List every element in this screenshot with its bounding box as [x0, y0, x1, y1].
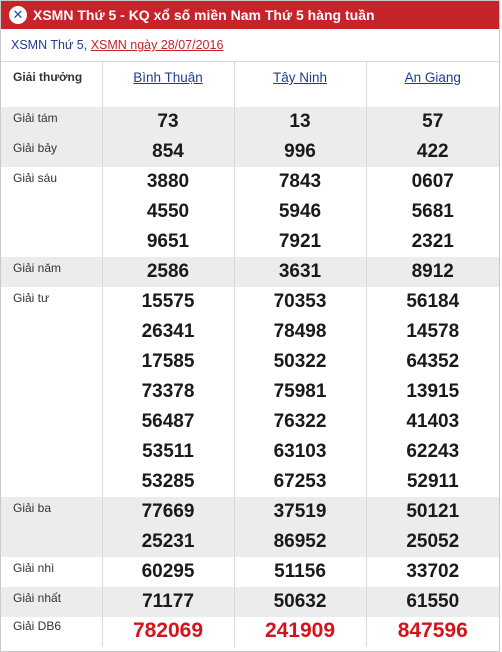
page-title: XSMN Thứ 5 - KQ xổ số miền Nam Thứ 5 hàng tuần — [33, 7, 375, 23]
result-number: 25052 — [406, 531, 460, 552]
breadcrumb-prefix: XSMN Thứ 5, — [11, 38, 91, 52]
results-table — [1, 62, 499, 647]
result-number: 25231 — [141, 531, 195, 552]
result-number: 63103 — [273, 441, 327, 462]
special-prize-number: 241909 — [264, 619, 336, 642]
table-row — [1, 167, 499, 257]
result-cell — [234, 257, 366, 287]
result-number: 4550 — [146, 201, 190, 222]
special-prize-number: 847596 — [397, 619, 468, 642]
result-number: 61550 — [406, 591, 460, 612]
result-number: 53285 — [141, 471, 195, 492]
result-cell — [366, 257, 499, 287]
result-number: 78498 — [273, 321, 327, 342]
result-number: 5681 — [411, 201, 454, 222]
result-number: 7843 — [278, 171, 322, 192]
result-number: 26341 — [141, 321, 195, 342]
logo-glyph: ✕ — [12, 7, 24, 23]
prize-label: Giải DB6 — [1, 617, 102, 647]
result-number: 37519 — [273, 501, 327, 522]
result-number: 76322 — [273, 411, 327, 432]
result-cell — [234, 167, 366, 257]
prize-label: Giải sáu — [1, 167, 102, 257]
result-number: 17585 — [141, 351, 195, 372]
table-row — [1, 257, 499, 287]
result-number: 75981 — [273, 381, 327, 402]
result-number: 86952 — [273, 531, 327, 552]
result-number: 50632 — [273, 591, 327, 612]
result-number: 77669 — [141, 501, 195, 522]
prize-label: Giải tám — [1, 107, 102, 137]
province-header — [102, 62, 234, 107]
result-number: 33702 — [406, 561, 460, 582]
result-cell — [366, 557, 499, 587]
result-number: 8912 — [411, 261, 454, 282]
table-row — [1, 137, 499, 167]
province-header — [366, 62, 499, 107]
prize-label: Giải ba — [1, 497, 102, 557]
result-number: 14578 — [406, 321, 460, 342]
result-number: 3880 — [146, 171, 190, 192]
result-cell — [102, 287, 234, 497]
table-row — [1, 497, 499, 557]
result-cell — [234, 287, 366, 497]
province-link-binh-thuan[interactable]: Bình Thuận — [133, 70, 203, 85]
result-cell — [366, 137, 499, 167]
province-link-an-giang[interactable]: An Giang — [404, 70, 461, 85]
result-number: 62243 — [406, 441, 460, 462]
result-cell — [366, 587, 499, 617]
result-number: 5946 — [278, 201, 322, 222]
table-header-row — [1, 62, 499, 107]
prize-label: Giải bảy — [1, 137, 102, 167]
result-number: 51156 — [274, 561, 326, 582]
result-number: 15575 — [141, 291, 195, 312]
result-number: 41403 — [406, 411, 460, 432]
result-number: 7921 — [278, 231, 322, 252]
result-number: 2586 — [146, 261, 190, 282]
result-cell — [234, 557, 366, 587]
result-cell — [234, 617, 366, 647]
result-number: 52911 — [406, 471, 459, 492]
breadcrumb — [11, 38, 223, 52]
result-cell — [366, 287, 499, 497]
result-number: 3631 — [278, 261, 322, 282]
result-number: 57 — [422, 111, 444, 132]
result-cell — [234, 107, 366, 137]
breadcrumb-date-link[interactable]: XSMN ngày 28/07/2016 — [90, 38, 224, 52]
result-number: 67253 — [273, 471, 327, 492]
result-cell — [366, 617, 499, 647]
result-cell — [366, 107, 499, 137]
result-number: 2321 — [411, 231, 454, 252]
province-link-tay-ninh[interactable]: Tây Ninh — [272, 70, 328, 85]
result-number: 71177 — [142, 591, 194, 612]
result-number: 854 — [152, 141, 184, 162]
title-bar — [1, 1, 499, 29]
prize-label: Giải năm — [1, 257, 102, 287]
result-number: 53511 — [142, 441, 194, 462]
prize-label: Giải nhất — [1, 587, 102, 617]
table-row — [1, 287, 499, 497]
result-number: 73378 — [141, 381, 195, 402]
result-number: 13915 — [406, 381, 460, 402]
result-number: 0607 — [411, 171, 454, 192]
result-cell — [102, 497, 234, 557]
result-number: 422 — [416, 141, 449, 162]
result-number: 73 — [157, 111, 179, 132]
result-number: 996 — [284, 141, 316, 162]
result-cell — [366, 167, 499, 257]
result-cell — [102, 257, 234, 287]
prize-label: Giải tư — [1, 287, 102, 497]
result-cell — [234, 587, 366, 617]
result-cell — [102, 617, 234, 647]
result-number: 50322 — [273, 351, 327, 372]
result-cell — [234, 497, 366, 557]
table-row-special-prize — [1, 617, 499, 647]
result-number: 9651 — [146, 231, 190, 252]
result-number: 64352 — [406, 351, 460, 372]
table-row — [1, 107, 499, 137]
result-cell — [102, 107, 234, 137]
result-cell — [102, 587, 234, 617]
result-cell — [234, 137, 366, 167]
table-row — [1, 557, 499, 587]
prize-column-header: Giải thưởng — [1, 62, 102, 107]
result-number: 50121 — [406, 501, 460, 522]
result-cell — [366, 497, 499, 557]
special-prize-number: 782069 — [132, 619, 204, 642]
result-number: 56184 — [406, 291, 460, 312]
province-header — [234, 62, 366, 107]
result-number: 13 — [289, 111, 311, 132]
result-number: 60295 — [141, 561, 195, 582]
result-cell — [102, 137, 234, 167]
result-number: 56487 — [141, 411, 195, 432]
prize-label: Giải nhì — [1, 557, 102, 587]
logo-x-icon — [9, 6, 27, 24]
result-number: 70353 — [273, 291, 327, 312]
result-cell — [102, 167, 234, 257]
table-row — [1, 587, 499, 617]
result-cell — [102, 557, 234, 587]
